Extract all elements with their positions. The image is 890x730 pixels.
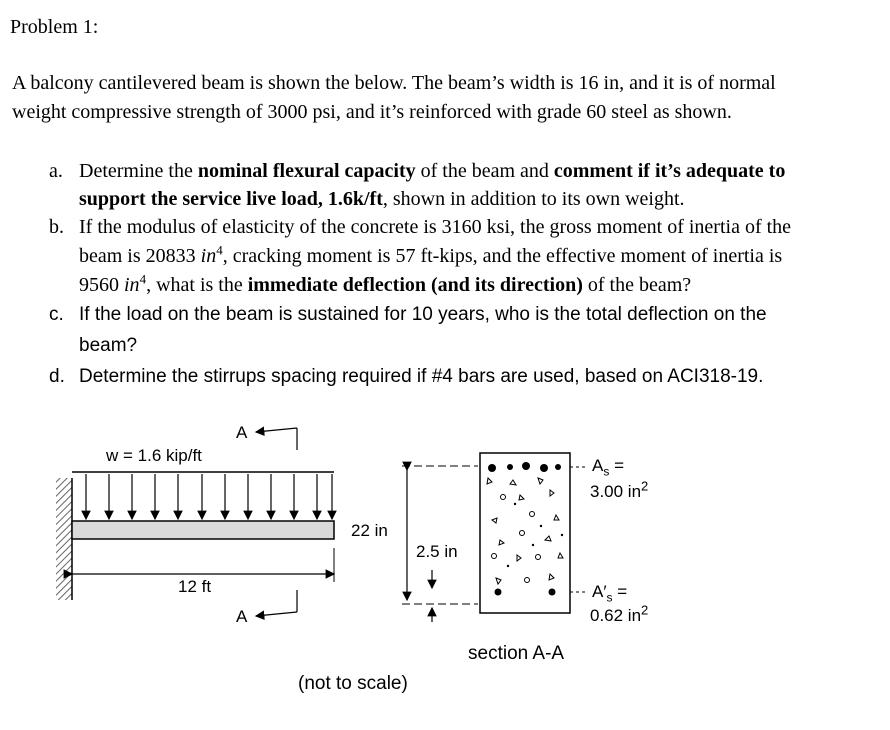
as-value-exp: 2 — [641, 478, 649, 494]
item-b-exp-1: 4 — [216, 242, 223, 258]
load-label: w = 1.6 kip/ft — [106, 446, 202, 465]
section-cut-top — [256, 428, 297, 450]
item-a-bold-1: nominal flexural capacity — [197, 160, 416, 182]
item-b-marker: b. — [49, 216, 64, 238]
problem-heading: Problem 1: — [10, 16, 99, 38]
as-label — [592, 456, 624, 478]
asp-label — [592, 582, 627, 604]
scale-note: (not to scale) — [298, 673, 408, 694]
as-value — [590, 478, 649, 502]
depth-dimension — [402, 466, 478, 604]
distributed-load — [72, 472, 334, 519]
section-caption: section A-A — [468, 643, 565, 664]
as-label-eq: = — [609, 456, 624, 475]
asp-value — [590, 602, 649, 626]
item-d-line-1: Determine the stirrups spacing required if #4 bars are used, based on ACI318-19. — [79, 366, 764, 387]
item-a-bold-2: comment if it’s adequate to — [553, 160, 786, 182]
item-b-exp-2: 4 — [139, 271, 147, 287]
asp-value-number: 0.62 in — [590, 606, 642, 625]
span-label: 12 ft — [178, 577, 212, 596]
asp-value-exp: 2 — [641, 602, 649, 618]
cover-label: 2.5 in — [416, 542, 458, 561]
section-mark-top: A — [236, 423, 248, 442]
item-b-unit-2: in — [124, 274, 140, 296]
asp-label-sub: s — [606, 590, 613, 605]
section-cut-bottom — [256, 590, 297, 616]
item-a-text: Determine the — [79, 160, 198, 182]
asp-label-a: A′ — [592, 582, 607, 601]
section-mark-bottom: A — [236, 607, 248, 626]
as-label-a: A — [592, 456, 604, 475]
item-d-marker: d. — [49, 366, 65, 387]
item-b-text-5: of the beam? — [582, 274, 692, 296]
as-label-sub: s — [603, 464, 610, 479]
item-c-line-2: beam? — [79, 335, 138, 356]
cross-section — [480, 453, 588, 613]
asp-label-eq: = — [612, 582, 628, 601]
item-a-text-end: , shown in addition to its own weight. — [382, 188, 685, 210]
item-a-bold-3: support the service live load, 1.6k/ft — [79, 188, 383, 210]
item-b-text-4: , what is the — [146, 274, 248, 296]
beam-elevation — [72, 521, 334, 539]
fixed-support — [56, 478, 72, 600]
item-b-line-1: If the modulus of elasticity of the concrete is 3160 ksi, the gross moment of inertia of the — [79, 216, 792, 238]
item-c-marker: c. — [49, 304, 64, 325]
item-a-marker: a. — [49, 160, 63, 182]
as-value-number: 3.00 in — [590, 482, 642, 501]
item-b-bold: immediate deflection (and its direction) — [247, 274, 583, 296]
item-a-text-mid: of the beam and — [415, 160, 554, 182]
item-b-text-1: beam is 20833 — [79, 245, 201, 267]
item-b-text-2: , cracking moment is 57 ft-kips, and the effective moment of inertia is — [222, 245, 783, 267]
item-b-text-3: 9560 — [79, 274, 124, 296]
intro-line-2: weight compressive strength of 3000 psi, and it’s reinforced with grade 60 steel as shown. — [12, 101, 732, 123]
item-c-line-1: If the load on the beam is sustained for 10 years, who is the total deflection on the — [79, 304, 767, 325]
intro-line-1: A balcony cantilevered beam is shown the below. The beam’s width is 16 in, and it is of normal — [12, 72, 776, 94]
depth-label: 22 in — [351, 521, 388, 540]
item-b-unit-1: in — [200, 245, 217, 267]
